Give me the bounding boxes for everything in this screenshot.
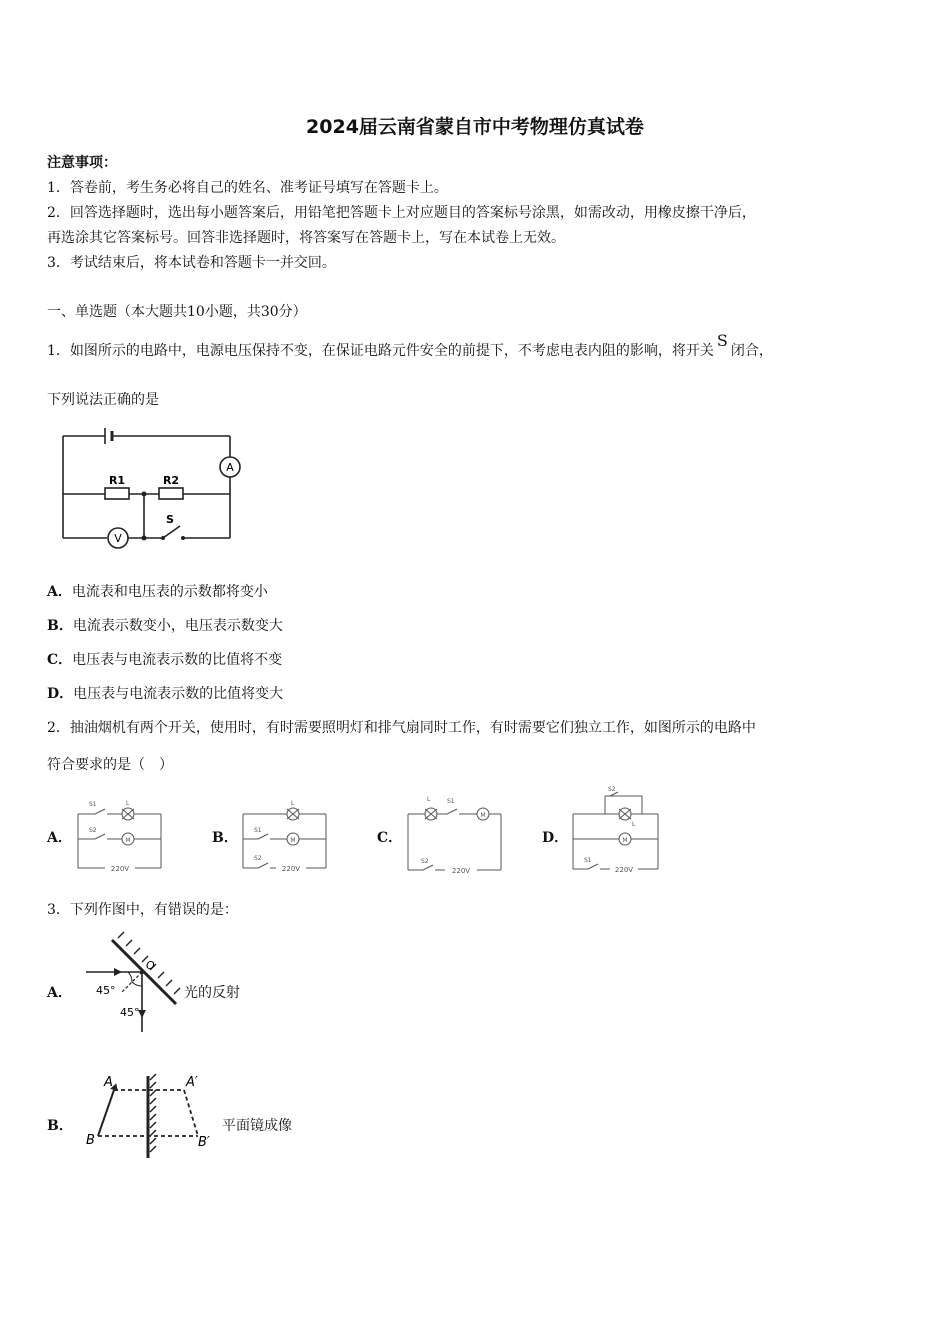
label-switch: S — [166, 513, 174, 526]
section-heading: 一、单选题（本大题共10小题，共30分） — [47, 304, 307, 320]
label-s1: S1 — [447, 798, 455, 805]
q1-option-d[interactable]: D．电压表与电流表示数的比值将变大 — [47, 686, 284, 702]
q3-option-b-caption: 平面镜成像 — [222, 1118, 292, 1134]
label-lamp: L — [632, 821, 636, 828]
label-voltage: 220V — [614, 866, 634, 874]
q2-stem-line1: 2．抽油烟机有两个开关，使用时，有时需要照明灯和排气扇同时工作，有时需要它们独立工作，如图所示的电路中 — [47, 720, 756, 736]
label-motor: M — [480, 812, 486, 819]
q2-option-d[interactable]: D． — [542, 830, 569, 846]
q1-option-c[interactable]: C．电压表与电流表示数的比值将不变 — [47, 652, 283, 668]
label-voltage: 220V — [451, 867, 471, 875]
label-angle-1: 45° — [96, 984, 116, 997]
q3-option-a-caption: 光的反射 — [184, 985, 240, 1001]
notice-item: 1．答卷前，考生务必将自己的姓名、准考证号填写在答题卡上。 — [47, 180, 448, 196]
label-lamp: L — [126, 800, 130, 807]
label-s1: S1 — [584, 857, 592, 864]
label-voltmeter: V — [114, 532, 122, 545]
label-s2: S2 — [254, 855, 262, 862]
label-angle-2: 45° — [120, 1006, 140, 1019]
q2-option-c[interactable]: C． — [377, 830, 403, 846]
q2-option-b[interactable]: B． — [212, 830, 238, 846]
q3-reflection-diagram — [84, 932, 184, 1034]
q3-option-a[interactable]: A． — [47, 985, 72, 1001]
notice-item: 2．回答选择题时，选出每小题答案后，用铅笔把答题卡上对应题目的答案标号涂黑，如需改动，用橡皮擦干净后， — [47, 205, 756, 221]
page-title: 2024届云南省蒙自市中考物理仿真试卷 — [306, 116, 644, 138]
notice-item: 再选涂其它答案标号。回答非选择题时，将答案写在答题卡上，写在本试卷上无效。 — [47, 230, 565, 246]
q1-stem-part2: 闭合， — [730, 343, 773, 359]
label-b: B — [86, 1133, 95, 1148]
label-motor: M — [290, 837, 296, 844]
label-b-prime: B′ — [198, 1135, 210, 1150]
label-voltage: 220V — [110, 865, 130, 873]
label-s2: S2 — [421, 858, 429, 865]
label-point-o: O — [146, 959, 155, 972]
q1-stem-line2: 下列说法正确的是 — [47, 392, 159, 408]
q2-diagram-a — [75, 796, 165, 876]
label-s1: S1 — [254, 827, 262, 834]
label-r2: R2 — [162, 474, 180, 487]
q1-switch-symbol: S — [716, 331, 728, 350]
label-s1: S1 — [89, 801, 97, 808]
label-s2: S2 — [608, 786, 616, 793]
label-r1: R1 — [108, 474, 126, 487]
q3-option-b[interactable]: B． — [47, 1118, 73, 1134]
q2-option-a[interactable]: A． — [47, 830, 72, 846]
notice-item: 3．考试结束后，将本试卷和答题卡一并交回。 — [47, 255, 336, 271]
q3-mirror-image-diagram — [84, 1072, 220, 1162]
q1-stem-part1: 1．如图所示的电路中，电源电压保持不变，在保证电路元件安全的前提下，不考虑电表内阻的影响，将开关 — [47, 343, 714, 359]
label-lamp: L — [427, 796, 431, 803]
label-motor: M — [125, 837, 131, 844]
label-s2: S2 — [89, 827, 97, 834]
label-motor: M — [622, 837, 628, 844]
q2-stem-line2: 符合要求的是（ ） — [47, 757, 173, 773]
label-ammeter: A — [226, 461, 234, 474]
label-a: A — [104, 1075, 113, 1090]
q3-stem: 3．下列作图中，有错误的是： — [47, 902, 238, 918]
q1-option-b[interactable]: B．电流表示数变小，电压表示数变大 — [47, 618, 283, 634]
q2-diagram-d — [570, 784, 662, 876]
notice-heading: 注意事项： — [47, 155, 117, 171]
label-voltage: 220V — [281, 865, 301, 873]
q2-diagram-c — [405, 788, 505, 878]
label-lamp: L — [291, 800, 295, 807]
q1-stem — [47, 331, 773, 361]
label-a-prime: A′ — [186, 1075, 198, 1090]
q2-diagram-b — [240, 796, 330, 876]
q1-option-a[interactable]: A．电流表和电压表的示数都将变小 — [47, 584, 268, 600]
q1-circuit-diagram — [55, 422, 255, 557]
